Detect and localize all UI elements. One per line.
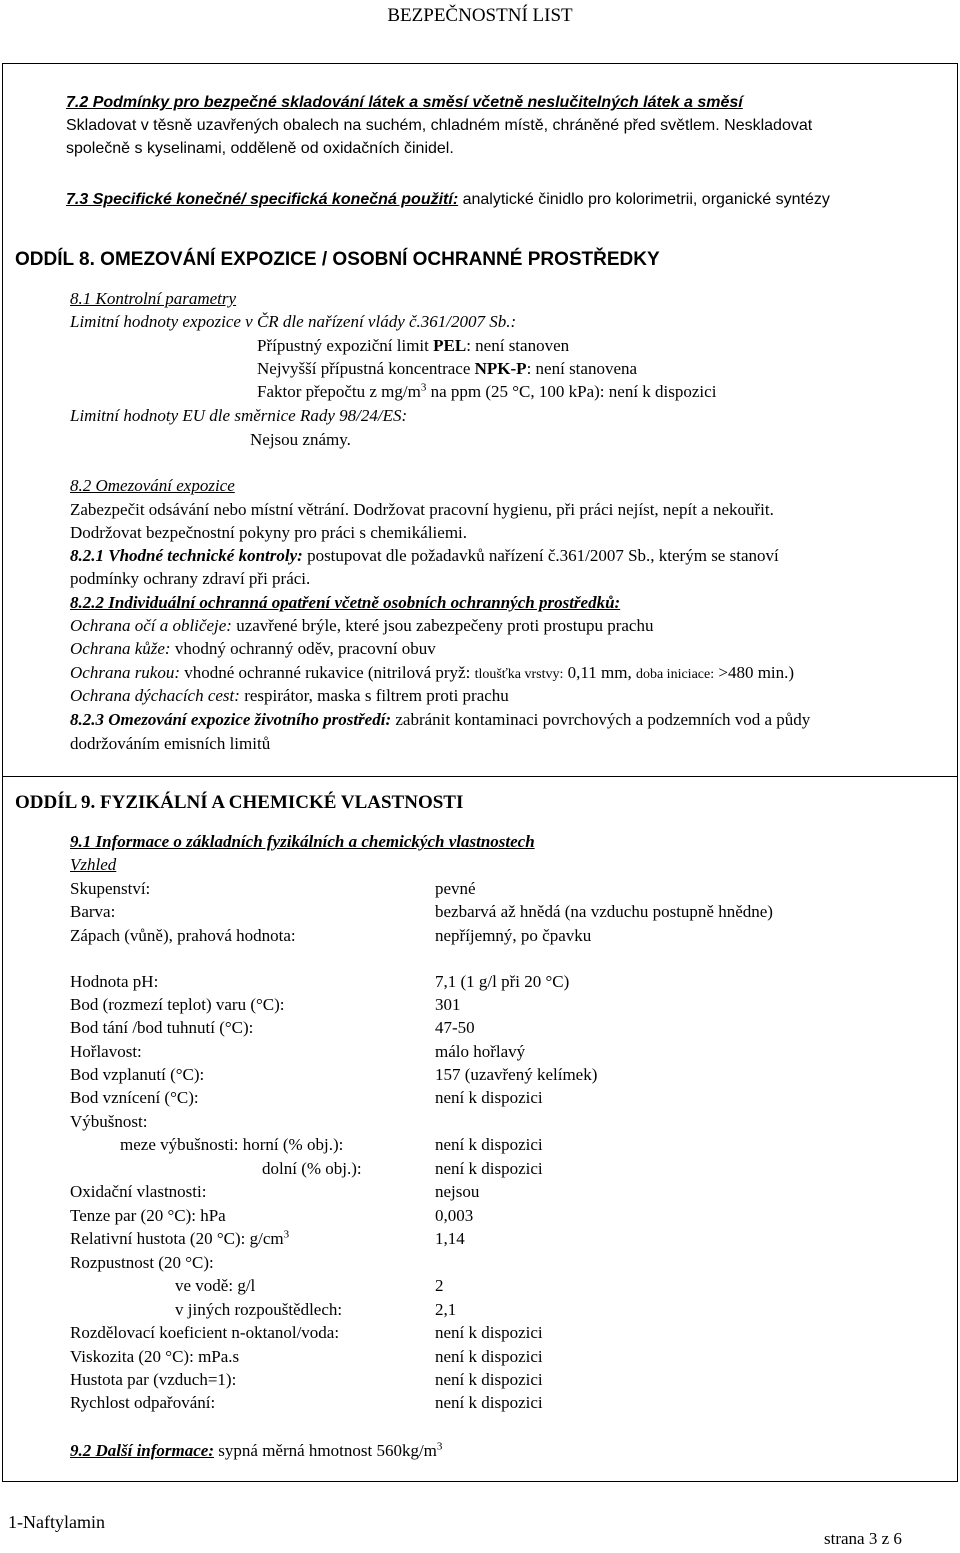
- prop-value: není k dispozici: [435, 1323, 543, 1342]
- heading-9-1: 9.1 Informace o základních fyzikálních a chemických vlastnostech: [70, 832, 535, 851]
- text-8-2-3: zabránit kontaminaci povrchových a podzemních vod a půdy: [391, 710, 811, 729]
- thickness-value: 0,11 mm,: [563, 663, 636, 682]
- factor-label: Faktor přepočtu z mg/m: [257, 382, 421, 401]
- para-9-2: [70, 1439, 442, 1462]
- prop-label: Bod (rozmezí teplot) varu (°C):: [70, 995, 285, 1014]
- heading-8-2-2: 8.2.2 Individuální ochranná opatření včetně osobních ochranných prostředků:: [70, 593, 621, 612]
- heading-8-1: 8.1 Kontrolní parametry: [70, 289, 237, 308]
- skin-protection-label: Ochrana kůže:: [70, 639, 171, 658]
- hand-protection: [70, 661, 794, 686]
- factor-line: [257, 380, 716, 403]
- prop-value: není k dispozici: [435, 1347, 543, 1366]
- prop-value: není k dispozici: [435, 1159, 543, 1178]
- footer-page-number: strana 3 z 6: [824, 1529, 902, 1548]
- pel-value: : není stanoven: [466, 336, 570, 355]
- prop-value: 47-50: [435, 1018, 475, 1037]
- pel-label: Přípustný expoziční limit: [257, 336, 434, 355]
- pel-abbr: PEL: [433, 336, 467, 355]
- prop-value: 7,1 (1 g/l při 20 °C): [435, 972, 570, 991]
- footer-product: 1-Naftylamin: [8, 1512, 105, 1532]
- prop-label: Viskozita (20 °C): mPa.s: [70, 1347, 240, 1366]
- prop-label: Relativní hustota (20 °C): g/cm: [70, 1229, 284, 1248]
- npk-line: [257, 357, 637, 380]
- text-9-2: sypná měrná hmotnost 560kg/m: [214, 1441, 437, 1460]
- prop-value: pevné: [435, 879, 476, 898]
- prop-label: Barva:: [70, 902, 116, 921]
- prop-value: nepříjemný, po čpavku: [435, 926, 592, 945]
- prop-label: Výbušnost:: [70, 1112, 148, 1131]
- prop-label: Rychlost odpařování:: [70, 1393, 216, 1412]
- npk-label: Nejvyšší přípustná koncentrace: [257, 359, 475, 378]
- prop-label: Bod vzplanutí (°C):: [70, 1065, 205, 1084]
- limits-eu: Limitní hodnoty EU dle směrnice Rady 98/24/ES:: [70, 406, 408, 425]
- eye-protection: [70, 614, 653, 637]
- prop-value: málo hořlavý: [435, 1042, 526, 1061]
- text-8-2-1: postupovat dle požadavků nařízení č.361/2007 Sb., kterým se stanoví: [302, 546, 779, 565]
- pel-line: [257, 334, 569, 357]
- prop-label: ve vodě: g/l: [175, 1276, 256, 1295]
- prop-label: Rozdělovací koeficient n-oktanol/voda:: [70, 1323, 340, 1342]
- prop-label: Hustota par (vzduch=1):: [70, 1370, 237, 1389]
- text-7-2-line1: Skladovat v těsně uzavřených obalech na suchém, chladném místě, chráněné před světlem. Neskladovat: [66, 117, 813, 134]
- prop-label: Rozpustnost (20 °C):: [70, 1253, 214, 1272]
- prop-value: 1,14: [435, 1229, 465, 1248]
- text-7-3: analytické činidlo pro kolorimetrii, organické syntézy: [458, 191, 830, 208]
- breakthrough-value: >480 min.): [714, 663, 795, 682]
- respiratory-protection-label: Ochrana dýchacích cest:: [70, 686, 240, 705]
- factor-value: na ppm (25 °C, 100 kPa): není k dispozici: [426, 382, 717, 401]
- text-7-2-line2: společně s kyselinami, odděleně od oxidačních činidel.: [66, 140, 454, 157]
- prop-label: Bod tání /bod tuhnutí (°C):: [70, 1018, 254, 1037]
- text-8-2-line1: Zabezpečit odsávání nebo místní větrání. Dodržovat pracovní hygienu, při práci nejíst, nepít a nekouřit.: [70, 500, 774, 519]
- heading-9-2: 9.2 Další informace:: [70, 1441, 215, 1460]
- page-header-title: BEZPEČNOSTNÍ LIST: [387, 5, 573, 26]
- prop-value: není k dispozici: [435, 1135, 543, 1154]
- npk-value: : není stanovena: [526, 359, 638, 378]
- prop-label: Skupenství:: [70, 879, 151, 898]
- text-8-2-line2: Dodržovat bezpečnostní pokyny pro práci s chemikáliemi.: [70, 523, 468, 542]
- prop-label: meze výbušnosti: horní (% obj.):: [120, 1135, 344, 1154]
- density-label-line: [70, 1227, 289, 1250]
- not-known: Nejsou známy.: [250, 430, 351, 449]
- prop-value: není k dispozici: [435, 1088, 543, 1107]
- heading-8-2-1: 8.2.1 Vhodné technické kontroly:: [70, 546, 303, 565]
- prop-value: 2,1: [435, 1300, 457, 1319]
- prop-value: 0,003: [435, 1206, 474, 1225]
- npk-abbr: NPK-P: [474, 359, 527, 378]
- para-8-2-1: [70, 544, 779, 567]
- eye-protection-value: uzavřené brýle, které jsou zabezpečeny proti prostupu prachu: [231, 616, 654, 635]
- prop-label: Bod vznícení (°C):: [70, 1088, 199, 1107]
- prop-label: Oxidační vlastnosti:: [70, 1182, 207, 1201]
- text-8-2-1-line2: podmínky ochrany zdraví při práci.: [70, 569, 311, 588]
- prop-label: Hodnota pH:: [70, 972, 159, 991]
- appearance-heading: Vzhled: [70, 855, 117, 874]
- section-9-title: ODDÍL 9. FYZIKÁLNÍ A CHEMICKÉ VLASTNOSTI: [15, 792, 464, 813]
- heading-8-2: 8.2 Omezování expozice: [70, 476, 235, 495]
- breakthrough-label: doba iniciace:: [635, 667, 715, 682]
- prop-value: 157 (uzavřený kelímek): [435, 1065, 598, 1084]
- prop-label: dolní (% obj.):: [262, 1159, 362, 1178]
- prop-label: Tenze par (20 °C): hPa: [70, 1206, 226, 1225]
- para-8-2-3: [70, 708, 810, 731]
- heading-7-3: 7.3 Specifické konečné/ specifická konečná použití:: [66, 191, 459, 208]
- factor-sup: 3: [420, 381, 427, 394]
- heading-8-2-3: 8.2.3 Omezování expozice životního prostředí:: [70, 710, 392, 729]
- text-9-2-sup: 3: [436, 1440, 443, 1453]
- hand-protection-text: vhodné ochranné rukavice (nitrilová pryž:: [180, 663, 475, 682]
- prop-label: v jiných rozpouštědlech:: [175, 1300, 343, 1319]
- thickness-label: tloušťka vrstvy:: [474, 667, 564, 682]
- text-8-2-3-line2: dodržováním emisních limitů: [70, 734, 271, 753]
- prop-label: Hořlavost:: [70, 1042, 142, 1061]
- prop-label: Zápach (vůně), prahová hodnota:: [70, 926, 296, 945]
- limits-cr: Limitní hodnoty expozice v ČR dle nařízení vlády č.361/2007 Sb.:: [70, 312, 517, 331]
- hand-protection-label: Ochrana rukou:: [70, 663, 181, 682]
- prop-value: není k dispozici: [435, 1370, 543, 1389]
- eye-protection-label: Ochrana očí a obličeje:: [70, 616, 232, 635]
- prop-value: bezbarvá až hnědá (na vzduchu postupně hnědne): [435, 902, 773, 921]
- density-sup: 3: [283, 1228, 290, 1241]
- respiratory-protection: [70, 684, 509, 707]
- section-8-title: ODDÍL 8. OMEZOVÁNÍ EXPOZICE / OSOBNÍ OCHRANNÉ PROSTŘEDKY: [15, 249, 660, 270]
- skin-protection-value: vhodný ochranný oděv, pracovní obuv: [170, 639, 436, 658]
- prop-value: není k dispozici: [435, 1393, 543, 1412]
- prop-value: 301: [435, 995, 461, 1014]
- prop-value: nejsou: [435, 1182, 480, 1201]
- prop-value: 2: [435, 1276, 444, 1295]
- skin-protection: [70, 637, 436, 660]
- respiratory-protection-value: respirátor, maska s filtrem proti prachu: [239, 686, 509, 705]
- heading-7-2: 7.2 Podmínky pro bezpečné skladování látek a směsí včetně neslučitelných látek a směsí: [66, 94, 743, 111]
- para-7-3: [66, 188, 830, 211]
